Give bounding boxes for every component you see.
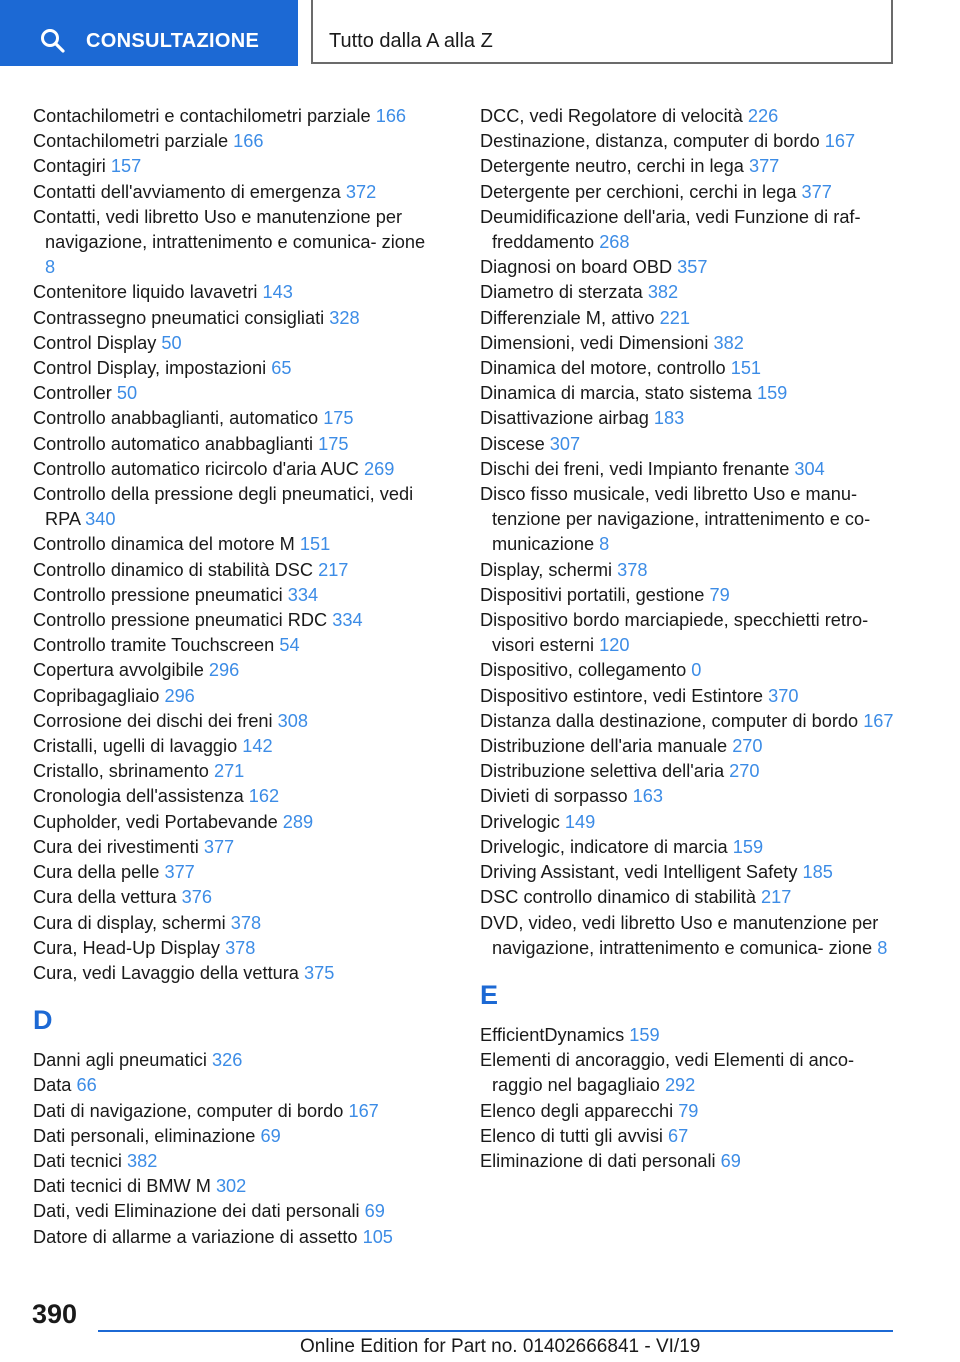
index-entry — [33, 658, 438, 683]
index-entry — [33, 810, 438, 835]
index-page-link[interactable]: 296 — [208, 660, 240, 681]
index-page-link[interactable]: 79 — [709, 584, 730, 605]
index-entry — [480, 331, 900, 356]
index-page-link[interactable]: 378 — [617, 559, 648, 580]
footer-divider — [98, 1330, 893, 1332]
index-page-link[interactable]: 296 — [164, 685, 195, 706]
index-entry — [480, 104, 900, 129]
index-entry-text: Disco fisso musicale, vedi libretto Uso e manu- tenzione per navigazione, intrattenimento e co- municazione — [480, 484, 871, 555]
index-entry — [480, 1023, 900, 1048]
index-entry-text: Dinamica di marcia, stato sistema — [480, 383, 752, 404]
index-column-right — [480, 104, 900, 1174]
index-entry — [33, 1124, 438, 1149]
index-entry-text: Controller — [33, 383, 112, 404]
index-entry-text: Controllo dinamico di stabilità DSC — [33, 559, 314, 580]
index-entry-text: Diametro di sterzata — [480, 282, 643, 303]
index-entry — [480, 885, 900, 910]
index-page-link[interactable]: 382 — [647, 282, 679, 303]
index-entry-text: Cura, vedi Lavaggio della vettura — [33, 962, 299, 983]
index-page-link[interactable]: 120 — [599, 635, 630, 656]
page-number: 390 — [32, 1299, 78, 1329]
index-entry-text: Divieti di sorpasso — [480, 786, 628, 807]
index-entry-text: Contatti, vedi libretto Uso e manutenzione per navigazione, intrattenimento e comunica- zione — [33, 206, 426, 253]
index-page-link[interactable]: 326 — [211, 1050, 243, 1071]
index-entry-text: Cura della pelle — [33, 862, 160, 883]
index-page-link[interactable]: 175 — [318, 433, 349, 454]
index-page-link[interactable]: 50 — [161, 332, 182, 353]
index-entry — [480, 129, 900, 154]
index-page-link[interactable]: 221 — [659, 307, 690, 328]
index-page-link[interactable]: 302 — [215, 1176, 247, 1197]
tab-consultazione-label: CONSULTAZIONE — [86, 30, 260, 52]
index-page-link[interactable]: 377 — [801, 181, 832, 202]
index-entry — [480, 1099, 900, 1124]
index-entry-text: Danni agli pneumatici — [33, 1050, 207, 1071]
index-entry — [33, 633, 438, 658]
index-entry-text: Detergente neutro, cerchi in lega — [480, 156, 744, 177]
index-page-link[interactable]: 79 — [678, 1100, 699, 1121]
index-page-link[interactable]: 159 — [732, 836, 764, 857]
section-letter-d: D — [33, 1005, 53, 1036]
index-group-d — [33, 1048, 438, 1250]
index-page-link[interactable]: 151 — [730, 358, 762, 379]
index-page-link[interactable]: 142 — [242, 736, 273, 757]
index-page-link[interactable]: 370 — [768, 685, 799, 706]
index-entry — [480, 482, 900, 558]
index-entry-text: Disattivazione airbag — [480, 408, 649, 429]
index-entry-text: Discese — [480, 433, 545, 454]
index-page-link[interactable]: 334 — [287, 584, 319, 605]
index-column-left — [33, 104, 438, 1250]
index-page-link[interactable]: 292 — [664, 1075, 696, 1096]
index-entry — [480, 280, 900, 305]
index-page-link[interactable]: 8 — [599, 534, 610, 555]
index-entry-text: Dati tecnici di BMW M — [33, 1176, 211, 1197]
tab-tutto-a-z-label: Tutto dalla A alla Z — [329, 30, 493, 52]
index-entry-text: Contachilometri e contachilometri parziale — [33, 106, 371, 126]
index-page-link[interactable]: 271 — [213, 761, 245, 782]
index-entry — [480, 1124, 900, 1149]
index-entry-text: Controllo della pressione degli pneumatici, vedi RPA — [33, 484, 414, 530]
index-page-link[interactable]: 167 — [348, 1100, 379, 1121]
index-entry — [480, 684, 900, 709]
index-entry — [33, 104, 438, 129]
index-page-link[interactable]: 69 — [260, 1125, 281, 1146]
index-entry-text: Dati di navigazione, computer di bordo — [33, 1100, 344, 1121]
index-page-link[interactable]: 268 — [599, 232, 630, 253]
top-navigation-bar — [0, 0, 960, 66]
index-entry — [33, 1099, 438, 1124]
index-page-link[interactable]: 0 — [691, 660, 702, 681]
index-page-link[interactable]: 328 — [329, 307, 360, 328]
search-icon — [40, 28, 66, 54]
index-page-link[interactable]: 69 — [720, 1150, 741, 1171]
index-page-link[interactable]: 377 — [164, 862, 195, 883]
index-entry — [33, 911, 438, 936]
index-entry — [480, 255, 900, 280]
index-entry — [33, 608, 438, 633]
index-entry — [33, 1199, 438, 1224]
index-entry — [33, 936, 438, 961]
index-entry — [33, 558, 438, 583]
index-entry-text: Differenziale M, attivo — [480, 307, 655, 328]
index-entry-text: Deumidificazione dell'aria, vedi Funzione di raf- freddamento — [480, 206, 861, 253]
index-page-link[interactable]: 166 — [233, 131, 264, 152]
index-page-link[interactable]: 270 — [732, 736, 763, 757]
index-entry-text: Distribuzione dell'aria manuale — [480, 736, 728, 757]
index-entry-text: Destinazione, distanza, computer di bordo — [480, 131, 820, 152]
index-page-link[interactable]: 307 — [549, 433, 581, 454]
index-entry — [480, 658, 900, 683]
index-entry — [33, 356, 438, 381]
index-page-link[interactable]: 377 — [203, 836, 235, 857]
index-page-link[interactable]: 50 — [116, 383, 138, 404]
index-entry — [33, 457, 438, 482]
index-entry-text: Dischi dei freni, vedi Impianto frenante — [480, 458, 790, 479]
index-entry — [480, 608, 900, 658]
index-page-link[interactable]: 163 — [632, 786, 663, 807]
index-entry-text: Dati, vedi Eliminazione dei dati personali — [33, 1201, 360, 1222]
index-entry-text: Controllo pressione pneumatici RDC — [33, 610, 328, 631]
index-page-link[interactable]: 270 — [729, 761, 760, 782]
index-entry — [33, 129, 438, 154]
index-entry — [33, 1149, 438, 1174]
index-entry-text: Contenitore liquido lavavetri — [33, 282, 258, 303]
index-page-link[interactable]: 157 — [110, 156, 142, 177]
index-entry-text: Cura, Head-Up Display — [33, 937, 220, 958]
index-entry-text: Copertura avvolgibile — [33, 660, 204, 681]
index-entry-text: Controllo automatico anabbaglianti — [33, 433, 314, 454]
index-entry-text: Dati personali, eliminazione — [33, 1125, 256, 1146]
index-entry-text: Cristalli, ugelli di lavaggio — [33, 736, 238, 757]
index-page-link[interactable]: 334 — [332, 610, 363, 631]
index-entry-text: DSC controllo dinamico di stabilità — [480, 887, 756, 908]
index-entry-text: Contagiri — [33, 156, 106, 177]
index-entry — [480, 810, 900, 835]
index-entry-text: Drivelogic — [480, 811, 560, 832]
index-entry — [33, 432, 438, 457]
index-entry-text: Controllo anabbaglianti, automatico — [33, 408, 319, 429]
index-entry-text: Dati tecnici — [33, 1150, 122, 1171]
index-entry — [33, 784, 438, 809]
index-entry — [33, 684, 438, 709]
index-page-link[interactable]: 166 — [375, 106, 407, 126]
index-group-d-continued — [480, 104, 900, 961]
index-entry-text: Corrosione dei dischi dei freni — [33, 710, 273, 731]
index-page-link[interactable]: 308 — [277, 710, 309, 731]
index-entry — [33, 280, 438, 305]
index-group-e — [480, 1023, 900, 1174]
index-entry — [480, 784, 900, 809]
index-entry — [33, 734, 438, 759]
index-entry — [480, 306, 900, 331]
index-page-link[interactable]: 372 — [345, 181, 377, 202]
footer-edition-text: Online Edition for Part no. 01402666841 - VI/19 — [300, 1336, 701, 1357]
index-page-link[interactable]: 226 — [747, 106, 779, 126]
index-entry-text: Controllo dinamica del motore M — [33, 534, 295, 555]
index-entry-text: Dispositivo estintore, vedi Estintore — [480, 685, 764, 706]
index-entry — [480, 709, 900, 734]
index-entry — [33, 406, 438, 431]
index-entry-text: Control Display, impostazioni — [33, 358, 267, 379]
index-entry — [480, 860, 900, 885]
index-entry — [33, 709, 438, 734]
index-entry-text: Dispositivo bordo marciapiede, specchietti retro- visori esterni — [480, 610, 869, 656]
index-page-link[interactable]: 304 — [794, 458, 825, 479]
index-page-link[interactable]: 159 — [629, 1024, 660, 1045]
index-page-link[interactable]: 269 — [364, 458, 395, 479]
index-entry-text: Dinamica del motore, controllo — [480, 358, 726, 379]
index-entry-text: Diagnosi on board OBD — [480, 257, 673, 278]
index-entry-text: Cura della vettura — [33, 887, 177, 908]
index-entry — [480, 381, 900, 406]
index-entry — [33, 306, 438, 331]
index-entry — [480, 734, 900, 759]
index-entry-text: Datore di allarme a variazione di assetto — [33, 1226, 358, 1247]
index-entry — [33, 1073, 438, 1098]
index-entry-text: Dimensioni, vedi Dimensioni — [480, 332, 709, 353]
index-page-link[interactable]: 183 — [653, 408, 685, 429]
index-entry — [33, 180, 438, 205]
index-entry — [33, 154, 438, 179]
index-entry-text: Elementi di ancoraggio, vedi Elementi di anco- raggio nel bagagliaio — [480, 1050, 855, 1096]
index-entry-text: Data — [33, 1075, 72, 1096]
index-entry-text: Display, schermi — [480, 559, 613, 580]
index-page-link[interactable]: 69 — [364, 1201, 385, 1222]
index-entry — [33, 885, 438, 910]
index-entry — [480, 406, 900, 431]
index-group-c — [33, 104, 438, 986]
index-entry — [480, 205, 900, 255]
tab-consultazione[interactable] — [0, 0, 298, 66]
index-entry — [33, 1174, 438, 1199]
index-page-link[interactable]: 175 — [323, 408, 354, 429]
index-page-link[interactable]: 54 — [279, 635, 300, 656]
index-entry-text: Cura dei rivestimenti — [33, 836, 199, 857]
index-entry-text: EfficientDynamics — [480, 1024, 625, 1045]
index-entry — [480, 432, 900, 457]
index-entry-text: Cupholder, vedi Portabevande — [33, 811, 278, 832]
index-entry-text: Dispositivi portatili, gestione — [480, 584, 705, 605]
index-entry — [480, 583, 900, 608]
index-entry — [33, 583, 438, 608]
index-page-link[interactable]: 65 — [271, 358, 292, 379]
index-entry — [33, 482, 438, 532]
index-page-link[interactable]: 378 — [225, 937, 256, 958]
index-page-link[interactable]: 151 — [299, 534, 331, 555]
index-page-link[interactable]: 357 — [677, 257, 708, 278]
index-entry — [480, 457, 900, 482]
index-entry-text: DVD, video, vedi libretto Uso e manutenzione per navigazione, intrattenimento e comunica- zione — [480, 912, 879, 958]
index-entry — [480, 911, 900, 961]
index-entry-text: Distribuzione selettiva dell'aria — [480, 761, 725, 782]
index-entry — [33, 835, 438, 860]
index-page-link[interactable]: 378 — [230, 912, 262, 933]
index-entry-text: Contachilometri parziale — [33, 131, 229, 152]
index-entry-text: Controllo pressione pneumatici — [33, 584, 283, 605]
index-page-link[interactable]: 149 — [564, 811, 596, 832]
index-page-link[interactable]: 340 — [85, 509, 116, 530]
index-entry-text: Contrassegno pneumatici consigliati — [33, 307, 325, 328]
index-entry-text: Controllo automatico ricircolo d'aria AUC — [33, 458, 359, 479]
index-entry-text: Dispositivo, collegamento — [480, 660, 687, 681]
index-page-link[interactable]: 185 — [802, 862, 833, 883]
index-entry — [480, 356, 900, 381]
index-entry — [33, 1225, 438, 1250]
index-entry — [480, 759, 900, 784]
index-entry — [33, 961, 438, 986]
index-page-link[interactable]: 382 — [127, 1150, 158, 1171]
tab-tutto-a-z[interactable] — [311, 0, 893, 64]
index-entry-text: Copribagagliaio — [33, 685, 160, 706]
index-entry — [33, 759, 438, 784]
index-page-link[interactable]: 217 — [318, 559, 349, 580]
index-entry — [33, 331, 438, 356]
index-entry-text: Cura di display, schermi — [33, 912, 226, 933]
index-entry — [33, 381, 438, 406]
index-page-link[interactable]: 105 — [362, 1226, 393, 1247]
index-entry-text: Cronologia dell'assistenza — [33, 786, 244, 807]
index-entry — [33, 205, 438, 281]
index-entry-text: Elenco di tutti gli avvisi — [480, 1125, 663, 1146]
index-page-link[interactable]: 375 — [303, 962, 335, 983]
index-page-link[interactable]: 167 — [824, 131, 856, 152]
index-entry — [33, 860, 438, 885]
index-page-link[interactable]: 289 — [282, 811, 314, 832]
section-letter-e: E — [480, 979, 499, 1010]
index-entry-text: Elenco degli apparecchi — [480, 1100, 674, 1121]
index-page-link[interactable]: 376 — [181, 887, 212, 908]
index-entry — [33, 532, 438, 557]
index-page-link[interactable]: 167 — [863, 710, 894, 731]
index-entry-text: Contatti dell'avviamento di emergenza — [33, 181, 341, 202]
index-entry — [480, 1149, 900, 1174]
index-entry-text: Detergente per cerchioni, cerchi in lega — [480, 181, 797, 202]
index-page-link[interactable]: 377 — [748, 156, 780, 177]
index-entry-text: Drivelogic, indicatore di marcia — [480, 836, 728, 857]
index-page-link[interactable]: 66 — [76, 1075, 97, 1096]
index-entry — [480, 1048, 900, 1098]
index-page-link[interactable]: 159 — [756, 383, 788, 404]
index-entry — [33, 1048, 438, 1073]
index-entry — [480, 835, 900, 860]
index-entry-text: Distanza dalla destinazione, computer di bordo — [480, 710, 859, 731]
index-entry-text: Cristallo, sbrinamento — [33, 761, 209, 782]
index-entry — [480, 558, 900, 583]
index-page-link[interactable]: 143 — [262, 282, 293, 303]
index-entry — [480, 154, 900, 179]
index-entry-text: Control Display — [33, 332, 157, 353]
index-entry-text: Eliminazione di dati personali — [480, 1150, 716, 1171]
index-entry-text: DCC, vedi Regolatore di velocità — [480, 106, 743, 126]
index-entry — [480, 180, 900, 205]
index-page-link[interactable]: 162 — [248, 786, 280, 807]
index-page-link[interactable]: 382 — [713, 332, 744, 353]
index-entry-text: Controllo tramite Touchscreen — [33, 635, 275, 656]
index-page-link[interactable]: 8 — [877, 937, 888, 958]
index-page-link[interactable]: 67 — [668, 1125, 689, 1146]
index-page-link[interactable]: 217 — [761, 887, 792, 908]
index-page-link[interactable]: 8 — [45, 257, 56, 278]
index-entry-text: Driving Assistant, vedi Intelligent Safety — [480, 862, 798, 883]
